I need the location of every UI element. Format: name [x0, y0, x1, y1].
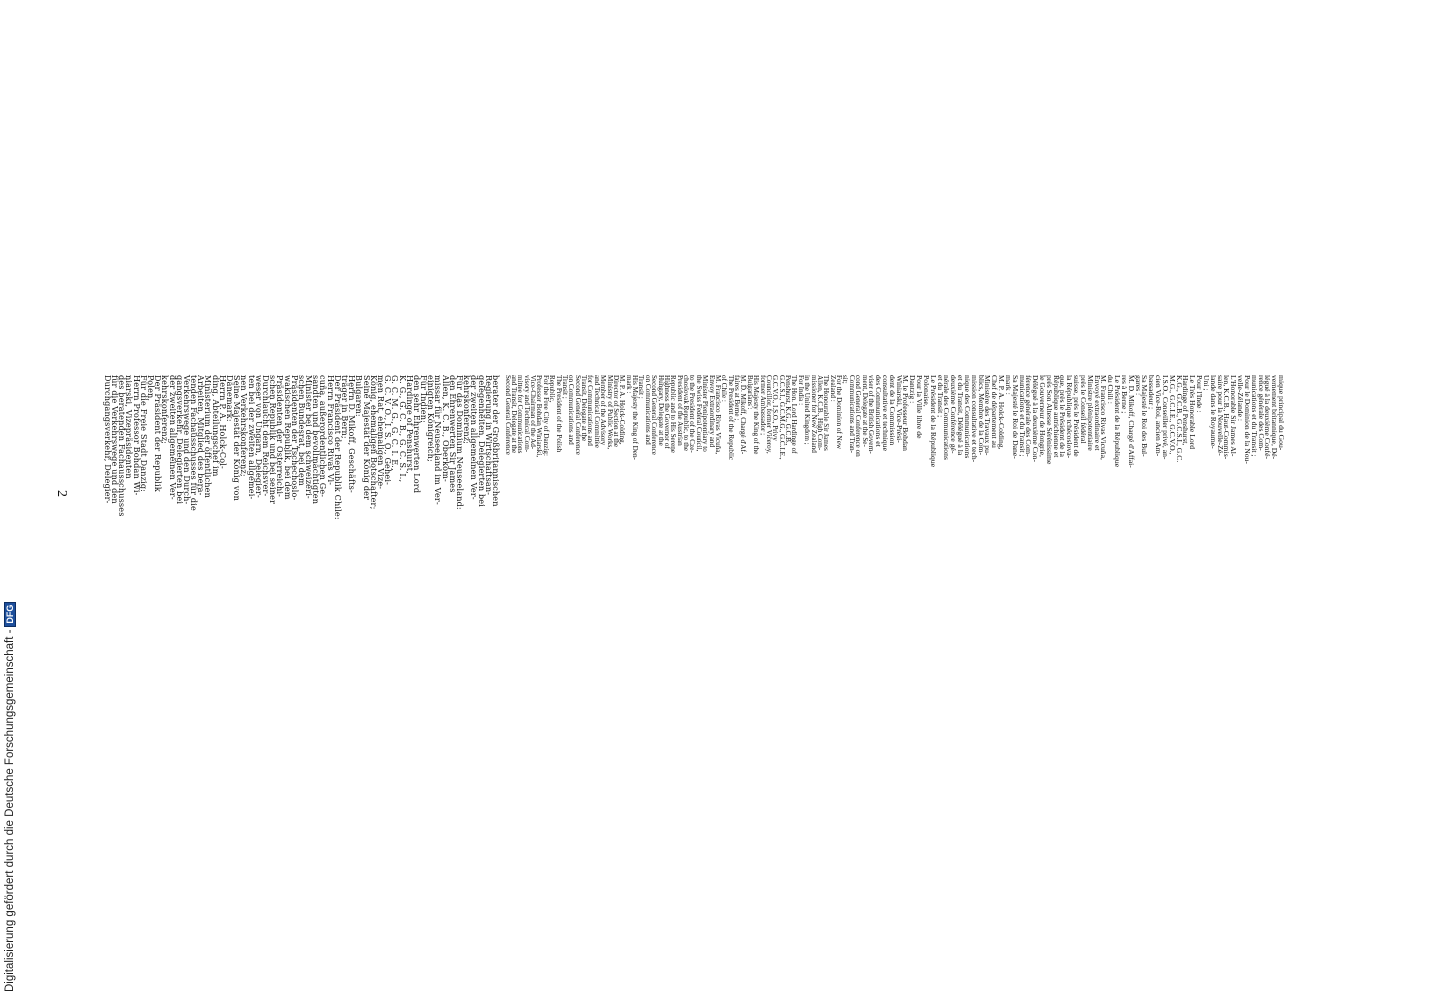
- en-line: His Majesty the King of the: [752, 375, 761, 455]
- fr-line: I.S.O., Conseiller privé, an-: [1160, 375, 1170, 460]
- de-line: Durchlaucht dem Reichsver-: [261, 375, 270, 497]
- fr-line: Chef de département au: [990, 375, 1000, 448]
- fr-line: légué à la deuxième Confé-: [1263, 375, 1273, 460]
- de-line: schen Republik und bei seiner: [268, 375, 278, 505]
- fr-line: lande dans le Royaume-: [1208, 375, 1218, 449]
- de-line: träger in Bern;: [340, 375, 350, 439]
- de-line: Der Präsident der Republik Chile:: [332, 375, 342, 520]
- en-line: M. P. A. Holck-Colding,: [618, 375, 627, 445]
- de-line: Der Präsident der Republik: [153, 375, 163, 492]
- fr-line: dent de la Commission: [887, 375, 897, 446]
- fr-line: munications et du Transit ;: [1249, 375, 1259, 457]
- en-line: Transit ;: [637, 375, 646, 399]
- en-line: choslovak Republic, to the: [682, 375, 691, 451]
- en-line: Highness the Governor of: [663, 375, 671, 449]
- digitization-sidebar: [0, 0, 28, 1000]
- fr-line: Le Président de la République: [928, 375, 938, 468]
- fr-line: Sa Majesté le Roi de Dane-: [1010, 375, 1020, 459]
- fr-line: du Chili :: [1106, 375, 1116, 404]
- en-line: G.C.S.I., G.C.M.G., G.C.I.E.,: [777, 375, 786, 460]
- de-line: kehrskonferenz;: [160, 375, 170, 445]
- en-line: For the Dominion of New: [835, 375, 844, 450]
- en-line: For the Free City of Danzig:: [541, 375, 550, 456]
- en-line: Second General Conference: [650, 375, 659, 455]
- de-line: cuña, außerordentlichen Ge-: [318, 375, 328, 498]
- de-line: kehrskonferenz;: [462, 375, 472, 445]
- de-line: berater der Großbritannischen: [491, 375, 500, 507]
- en-line: The President of the Republic: [726, 375, 735, 461]
- en-line: mittee for Communications: [516, 375, 525, 454]
- en-line: The Hon. Lord Hardinge of: [790, 375, 799, 454]
- fr-line: Pour la Ville libre de: [915, 375, 925, 439]
- en-line: viser of the British Govern-: [867, 375, 875, 454]
- de-line: Herrn D. Mikoff, Geschäfts-: [347, 375, 357, 493]
- de-line: einigten Königreich;: [426, 375, 436, 462]
- en-line: the Swiss Federal Council,: [694, 375, 703, 452]
- fr-line: Ministère des Travaux pu-: [983, 375, 993, 456]
- fr-line: Uni ;: [1201, 375, 1211, 391]
- fr-line: saire pour la Nouvelle-Zé-: [1215, 375, 1225, 456]
- fr-line: Délégué à la deuxième Con-: [1031, 375, 1041, 462]
- en-line: For India :: [796, 375, 805, 406]
- fr-line: M. D. Mikoff, Chargé d'Affai-: [1126, 375, 1136, 468]
- footer-page-number: 2: [54, 490, 69, 497]
- fr-line: nérale des Communications: [942, 375, 952, 460]
- fr-line: M. le Professeur Bohdan: [901, 375, 911, 451]
- fr-line: Sa Majesté le Roi des Bul-: [1140, 375, 1150, 457]
- fr-line: Winiarski, Vice-Prési-: [894, 375, 904, 443]
- en-line: Bulgarians :: [745, 375, 754, 410]
- de-line: Durchgangsverkehr, Delegier-: [102, 375, 112, 504]
- fr-line: gares :: [1133, 375, 1143, 396]
- en-line: Penshurst, K.G., G.C.B.,: [784, 375, 793, 446]
- fr-line: le Gouverneur de Hongrie,: [1038, 375, 1048, 457]
- fr-line: blics, Membre de la Com-: [976, 375, 986, 455]
- de-line: den Ehrenwerten Sir James: [447, 375, 457, 493]
- fr-line: et du Transit ;: [935, 375, 945, 418]
- de-line: Herrn P. A. Holck-Col-: [217, 375, 227, 469]
- de-line: Allen, K. C. B., Oberkom-: [440, 375, 450, 482]
- fr-line: len, K.C.B., Haut-Commis-: [1222, 375, 1232, 460]
- english-column: [504, 375, 874, 960]
- fr-line: res à Berne ;: [1119, 375, 1129, 414]
- fr-line: nique des Communications: [962, 375, 972, 459]
- en-line: President of the Austrian: [675, 375, 684, 446]
- de-line: G. C. M. G., G. C. I. E.,: [390, 375, 400, 471]
- fr-line: mique principal du Gou-: [1277, 375, 1286, 451]
- de-line: Minister bei dem schweizeri-: [304, 375, 314, 499]
- fr-line: deuxième Conférence gé-: [949, 375, 959, 454]
- en-line: G.C.V.O., I.S.O., Privy: [771, 375, 780, 441]
- fr-line: Le Très Honorable Lord: [1188, 375, 1198, 450]
- de-line: Für das Dominium Neuseeland:: [455, 375, 465, 510]
- fr-line: K.G., G.C.B., G.C.S.I., G.C.: [1174, 375, 1184, 463]
- de-line: missar für Neuseeland im Ver-: [433, 375, 443, 505]
- fr-line: Hardinge of Penshurst,: [1181, 375, 1191, 446]
- sidebar-note: Digitalisierung gefördert durch die Deutsche Forschungsgemeinschaft -: [4, 629, 16, 992]
- en-line: Member of the Advisory: [599, 375, 608, 446]
- de-line: schen Bundesrat, bei dem: [296, 375, 306, 486]
- en-line: Republic and to His Serene: [669, 375, 678, 453]
- french-column: [874, 375, 1284, 960]
- fr-line: des Communications et: [874, 375, 884, 447]
- fr-line: que, près le Président de la: [1058, 375, 1068, 457]
- fr-line: M. P. A. Holck-Colding,: [997, 375, 1007, 450]
- en-line: and Technical Committee: [592, 375, 601, 448]
- de-line: Herrn Francisco Rivas Vi-: [325, 375, 335, 486]
- en-line: of Chile :: [720, 375, 729, 402]
- en-line: on Communications and: [643, 375, 652, 445]
- en-line: sit;: [841, 375, 850, 384]
- en-line: Minister Plenipotentiary to: [701, 375, 710, 452]
- en-line: and Transit, Delegate at the: [510, 375, 518, 454]
- de-line: tenden Fachausschusses für die: [189, 375, 199, 511]
- fr-line: M.G., G.C.I.E., G.C.V.O.,: [1167, 375, 1177, 455]
- en-line: Second General Conference: [573, 375, 582, 455]
- fr-line: férence générale des Com-: [1024, 375, 1034, 457]
- fr-line: munications et du Transit ;: [1017, 375, 1027, 457]
- en-line: to the President of the Cze-: [688, 375, 697, 453]
- de-line: Seine Majestät der König von: [232, 375, 242, 501]
- de-line: Verkehrswege und den Durch-: [181, 375, 191, 505]
- de-line: Seine Majestät der König der: [361, 375, 371, 501]
- en-line: His Majesty the King of Den-: [631, 375, 640, 460]
- de-line: ten bei der zweiten allgemei-: [246, 375, 256, 500]
- de-line: des beratenden Fachausschusses: [117, 375, 127, 517]
- fr-line: rence générale des Com-: [1256, 375, 1266, 451]
- fr-line: M. Francisco Rivas Vicuña,: [1099, 375, 1109, 460]
- fr-line: et du Transit, Délégué à la: [956, 375, 966, 456]
- en-line: cond General Conference on: [854, 375, 863, 457]
- fr-line: Ministre plénipotentiaire: [1085, 375, 1095, 451]
- en-line: Republic,: [548, 375, 557, 403]
- de-line: Hardinge of Penshurst,: [404, 375, 414, 474]
- de-line: wakischen Republik, bei dem: [282, 375, 292, 500]
- de-line: Präsidenten der Österreichi-: [275, 375, 285, 498]
- fr-line: près Son Altesse Sérénissime: [1044, 375, 1054, 465]
- fr-line: Dantzig :: [908, 375, 918, 404]
- de-line: Für die Freie Stadt Danzig:: [138, 375, 148, 493]
- fr-line: mission consultative et tech-: [969, 375, 979, 463]
- en-line: faires at Berne ;: [733, 375, 742, 421]
- de-line: ding, Abteilungschef im: [210, 375, 220, 477]
- en-line: Envoy Extraordinary and: [707, 375, 716, 448]
- fr-line: République autrichienne et: [1051, 375, 1061, 458]
- en-line: ment, Delegate at the Se-: [860, 375, 869, 447]
- fr-line: Pour le Dominion de la Nou-: [1242, 375, 1252, 464]
- de-line: Herrn Professor Bohdan Wi-: [131, 375, 141, 496]
- en-line: Transit ;: [561, 375, 569, 399]
- de-line: weser von Ungarn, Delegier-: [253, 375, 263, 498]
- de-line: Polen,: [146, 375, 155, 402]
- de-line: König, ehemaligen Botschafter;: [368, 375, 378, 510]
- de-line: K. G., G. C. B., G. C. S. I.,: [397, 375, 407, 483]
- en-line: Director of Section at the: [612, 375, 620, 448]
- en-line: Zealand :: [828, 375, 837, 402]
- en-line: on Communications and: [567, 375, 576, 445]
- en-line: Professor Bohdan Winiarski,: [535, 375, 544, 458]
- en-line: Communications and Tran-: [847, 375, 856, 453]
- de-line: der zweiten allgemeinen Ver-: [469, 375, 479, 500]
- de-line: niarski, Vizepräsidenten: [124, 375, 134, 479]
- en-line: Transit, Delegate at the: [580, 375, 589, 442]
- german-column: [104, 375, 499, 960]
- fr-line: Pour l'Inde :: [1195, 375, 1205, 413]
- fr-line: suisse, près le Président de: [1072, 375, 1082, 457]
- fr-line: Polonaise,: [921, 375, 931, 407]
- en-line: The President of the Polish: [554, 375, 563, 453]
- de-line: Dänemark:: [225, 375, 235, 422]
- fr-line: près le Conseil fédéral: [1078, 375, 1088, 444]
- de-line: gelegenheiten, Delegierten bei: [476, 375, 486, 508]
- de-line: men Rat, ehemaligen Vize-: [376, 375, 385, 490]
- en-line: M. Francisco Rivas Vicuña,: [714, 375, 722, 455]
- en-line: Vice-Chairman of the Ad-: [529, 375, 538, 450]
- fr-line: vernement britannique, Dé-: [1270, 375, 1280, 460]
- fr-line: la République tchécoslova-: [1065, 375, 1075, 459]
- fr-line: L'Honorable Sir James Al-: [1229, 375, 1239, 457]
- en-line: Councillor, former Viceroy,: [765, 375, 773, 454]
- fr-line: velle-Zélande :: [1236, 375, 1246, 422]
- en-line: missioner for New Zealand: [809, 375, 818, 453]
- de-line: Präsidenten der Tschechoslo-: [289, 375, 299, 501]
- en-line: Ministry of Public Works,: [605, 375, 614, 450]
- de-line: Bulgaren:: [354, 375, 364, 417]
- en-line: in the United Kingdom ;: [803, 375, 812, 445]
- dfg-logo: DFG: [4, 602, 16, 627]
- de-line: für die Verkehrswege und den: [110, 375, 120, 504]
- de-line: gangsverkehr, Delegierten bei: [174, 375, 184, 505]
- de-line: G. C. V. O., I. S. O., Gehei-: [383, 375, 393, 486]
- fr-line: Le Président de la République: [1113, 375, 1123, 468]
- de-line: Ministerium der öffentlichen: [203, 375, 213, 498]
- fr-line: mark :: [1003, 375, 1013, 395]
- en-line: for Communications and: [586, 375, 595, 446]
- en-line: visory and Technical Com-: [522, 375, 531, 453]
- en-line: Second General Conference: [503, 375, 512, 455]
- fr-line: cien Vice-Roi, ancien Am-: [1154, 375, 1164, 457]
- fr-line: Envoyé extraordinaire et: [1092, 375, 1102, 451]
- en-line: The Honourable Sir James: [822, 375, 831, 451]
- de-line: Arbeiten, Mitglied des bera-: [196, 375, 206, 496]
- en-line: Allen, K.C.B., High Com-: [816, 375, 824, 451]
- en-line: mark :: [624, 375, 633, 394]
- de-line: den sehr Ehrenwerten Lord: [411, 375, 421, 494]
- de-line: der zweiten allgemeinen Ver-: [167, 375, 177, 500]
- en-line: former Ambassador ;: [758, 375, 767, 436]
- en-line: M. D. Mikoff, Chargé d'Af-: [739, 375, 748, 455]
- en-line: Hungary, Delegate at the: [656, 375, 665, 446]
- de-line: nen Verkehrskonferenz;: [239, 375, 249, 477]
- fr-line: bassadeur ;: [1147, 375, 1157, 410]
- de-line: Für Indien:: [419, 375, 429, 424]
- de-line: sandten und bevollmächtigten: [311, 375, 321, 505]
- de-line: Regierung in Wirtschaftsan-: [483, 375, 493, 496]
- fr-line: consultative et technique: [880, 375, 890, 451]
